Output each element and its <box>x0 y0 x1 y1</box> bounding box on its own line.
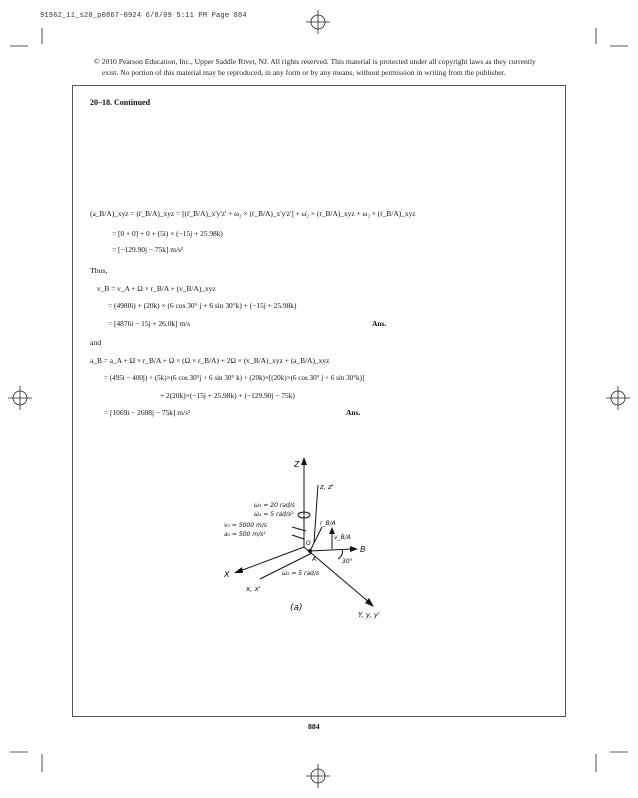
problem-heading: 20–18. Continued <box>90 98 151 107</box>
label-omega1: ω₁ = 20 rad/s <box>254 502 295 509</box>
label-z-prime: z, z' <box>320 483 334 491</box>
equation-velocity-substituted: = (4980i) + (20k) × (6 cos 30° j + 6 sin 30°k) + (−15j + 25.98k) <box>108 301 297 310</box>
figure-caption: (a) <box>290 603 303 613</box>
figure-coordinate-sketch <box>220 455 410 620</box>
solution-frame <box>72 85 566 717</box>
equation-acceleration-substituted-cont: + 2(20k)×(−15j + 25.98k) + (−129.90j − 75k) <box>160 391 295 400</box>
label-x: X <box>224 570 230 579</box>
equation-velocity-result: = [4876i − 15j + 26.0k] m/s <box>108 319 191 328</box>
equation-velocity: v_B = v_A + Ω × r_B/A + (v_B/A)_xyz <box>97 284 216 293</box>
label-v-ba: v_B/A <box>334 534 351 541</box>
copyright-line-2: exist. No portion of this material may be reproduced, in any form or by any means, without permission in writing from the publisher. <box>102 67 506 77</box>
label-b: B <box>360 545 366 554</box>
label-x-prime: x, x' <box>246 585 261 593</box>
equation-acceleration: a_B = a_A + Ω̇ × r_B/A + Ω × (Ω × r_B/A) + 2Ω × (v_B/A)_xyz + (a_B/A)_xyz <box>90 356 330 365</box>
label-o: O <box>306 540 311 547</box>
label-30deg: 30° <box>342 558 353 565</box>
copyright-line-1: © 2010 Pearson Education, Inc., Upper Saddle River, NJ. All rights reserved. This material is protected under all copyright laws as they currently <box>94 57 536 66</box>
r-ba-vector <box>310 527 322 551</box>
a0-arrow <box>292 535 304 539</box>
equation-relative-acceleration: (a_B/A)_xyz = (r̈_B/A)_xyz = [(r̈_B/A)_x'y'z' + ω₂ × (ṙ_B/A)_x'y'z'] + ω̇₂ × (r_B/A)_xyz + ω₂ × (ṙ_B/A)_xyz <box>90 209 416 218</box>
page-number: 884 <box>308 722 320 731</box>
text-thus: Thus, <box>90 266 108 275</box>
equation-acceleration-result: = [1069i − 2608j − 75k] m/s² <box>104 408 191 417</box>
label-a0: a₀ = 500 m/s² <box>224 531 266 538</box>
x-axis-line <box>240 547 304 571</box>
label-r-ba: r_B/A <box>320 520 336 527</box>
answer-label-velocity: Ans. <box>372 319 387 328</box>
z-prime-axis-line <box>314 485 318 543</box>
text-and: and <box>90 338 102 347</box>
registration-mark-bottom <box>306 764 330 788</box>
print-slug: 91962_11_s20_p0867-0924 6/8/09 5:11 PM Page 884 <box>40 12 247 20</box>
copyright-notice <box>94 57 564 78</box>
equation-acceleration-substituted: = (495i − 400j) + (5k)×(6 cos 30°j + 6 sin 30° k) + (20k)×[(20k)×(6 cos 30° j + 6 sin 30°k)] <box>104 374 365 382</box>
label-omega2: ω₂ = 5 rad/s <box>282 570 320 577</box>
equation-relative-acceleration-substituted: = [0 + 0] + 0 + (5i) × (−15j + 25.98k) <box>112 229 223 238</box>
label-y: Y, y, y' <box>358 611 380 619</box>
label-v0: v₀ = 5000 m/s <box>224 522 267 529</box>
arm-ab <box>310 549 352 551</box>
registration-mark-left <box>8 386 32 410</box>
label-omega1-dot: ω̇₁ = 5 rad/s² <box>254 511 294 518</box>
label-a: A <box>312 556 317 563</box>
registration-mark-top <box>306 10 330 34</box>
label-z: Z <box>294 460 300 469</box>
equation-relative-acceleration-result: = [−129.90j − 75k] m/s² <box>112 245 184 254</box>
registration-mark-right <box>606 386 630 410</box>
answer-label-acceleration: Ans. <box>346 408 361 417</box>
